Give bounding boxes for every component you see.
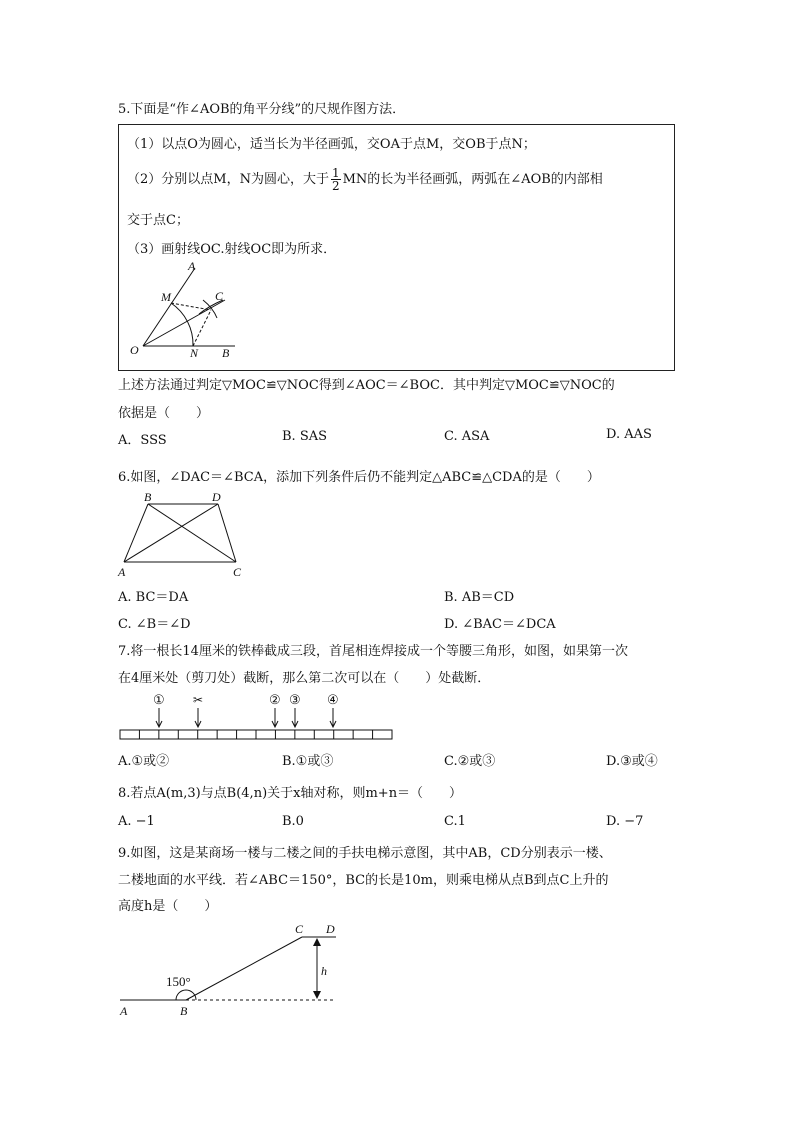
q6-option-a: A. BC＝DA	[118, 590, 189, 605]
q7-line-2: 在4厘米处（剪刀处）截断，那么第二次可以在（ ）处截断．	[118, 671, 491, 686]
q8-option-d: D. −7	[606, 814, 644, 829]
rod-mark-4: ④	[327, 692, 339, 707]
q5-stem: 5.下面是“作∠AOB的角平分线”的尺规作图方法．	[118, 102, 406, 117]
q6-option-b: B. AB＝CD	[444, 590, 515, 605]
fig6-label-B: B	[144, 490, 152, 504]
q7-option-d: D.③或④	[606, 754, 658, 769]
fig5-label-B: B	[222, 346, 230, 360]
rod-mark-3: ③	[289, 692, 301, 707]
q5-method-box	[118, 124, 675, 371]
q5-step-3: （3）画射线OC.射线OC即为所求．	[127, 242, 337, 257]
q5-option-b: B. SAS	[282, 429, 328, 444]
fig9-angle-150: 150°	[166, 974, 191, 989]
fig9-label-A: A	[120, 1004, 128, 1018]
q5-after-2: 依据是（ ）	[118, 406, 210, 421]
q9-escalator-figure	[114, 918, 344, 1020]
q5-angle-bisector-figure	[127, 260, 237, 360]
q9-line-3: 高度h是（ ）	[118, 899, 218, 914]
q8-stem: 8.若点A(m,3)与点B(4,n)关于x轴对称，则m+n＝（ ）	[118, 786, 463, 801]
q6-option-c: C. ∠B＝∠D	[118, 617, 191, 632]
rod-mark-2: ②	[269, 692, 281, 707]
q7-option-b: B.①或③	[282, 754, 334, 769]
iron-rod	[120, 730, 392, 739]
q8-option-c: C.1	[444, 814, 466, 829]
q8-option-a: A. −1	[118, 814, 155, 829]
q5-option-d: D. AAS	[606, 427, 652, 442]
q6-quadrilateral-figure	[114, 490, 252, 580]
q5-step-1: （1）以点O为圆心，适当长为半径画弧，交OA于点M，交OB于点N；	[127, 137, 536, 152]
q5-option-c: C. ASA	[444, 429, 490, 444]
fig9-label-C: C	[295, 922, 304, 936]
q8-option-b: B.0	[282, 814, 304, 829]
fig5-label-M: M	[161, 290, 171, 304]
q7-line-1: 7.将一根长14厘米的铁棒截成三段，首尾相连焊接成一个等腰三角形，如图，如果第一次	[118, 644, 628, 659]
q7-option-a: A.①或②	[118, 754, 170, 769]
q7-option-c: C.②或③	[444, 754, 496, 769]
q5-step-2: （2）分别以点M，N为圆心，大于 $\frac{1}{2}$ MN的长为半径画弧，两弧在∠AOB的内部相	[127, 166, 603, 193]
fig6-label-D: D	[212, 490, 221, 504]
q9-line-1: 9.如图，这是某商场一楼与二楼之间的手扶电梯示意图，其中AB，CD分别表示一楼、	[118, 846, 612, 861]
fig9-label-B: B	[180, 1004, 188, 1018]
q7-iron-rod-figure	[114, 690, 399, 744]
fig5-label-A: A	[188, 260, 196, 273]
q6-stem: 6.如图，∠DAC＝∠BCA，添加下列条件后仍不能判定△ABC≌△CDA的是（ ）	[118, 470, 600, 485]
q9-line-2: 二楼地面的水平线．若∠ABC＝150°，BC的长是10m，则乘电梯从点B到点C上升的	[118, 873, 609, 888]
q6-option-d: D. ∠BAC＝∠DCA	[444, 617, 556, 632]
fig5-label-N: N	[190, 346, 199, 360]
q5-step-2-cont: 交于点C；	[127, 213, 189, 228]
fraction-one-half: $\frac{1}{2}$	[331, 166, 340, 193]
scissors-icon: ✂	[193, 693, 204, 707]
fig5-label-C: C	[215, 289, 224, 303]
q5-option-a: A．SSS	[118, 433, 167, 448]
fig6-label-C: C	[233, 565, 242, 579]
fig6-label-A: A	[118, 565, 126, 579]
fig9-label-h: h	[321, 964, 327, 978]
fig5-label-O: O	[130, 343, 139, 357]
fig9-label-D: D	[326, 922, 335, 936]
q5-after-1: 上述方法通过判定▽MOC≌▽NOC得到∠AOC＝∠BOC．其中判定▽MOC≌▽NOC的	[118, 378, 615, 393]
rod-mark-1: ①	[153, 692, 165, 707]
